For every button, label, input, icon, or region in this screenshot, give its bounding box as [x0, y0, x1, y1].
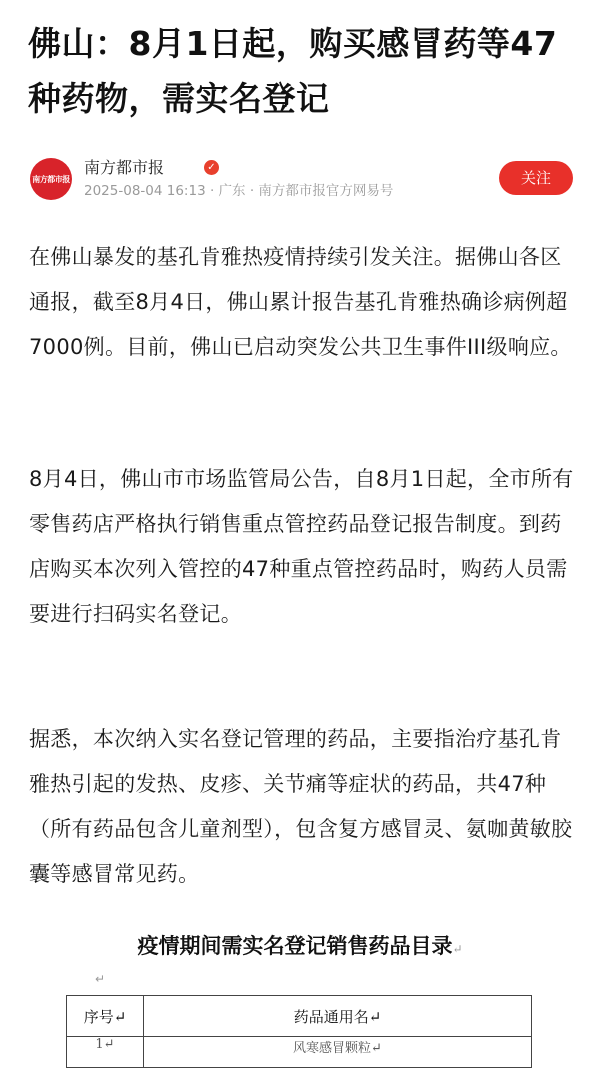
article-paragraph: 据悉，本次纳入实名登记管理的药品，主要指治疗基孔肯雅热引起的发热、皮疹、关节痛等症状的药品，共47种（所有药品包含儿童剂型），包含复方感冒灵、氨咖黄敏胶囊等感冒常见药。 — [29, 727, 573, 886]
column-header-index: 序号↵ — [67, 996, 144, 1037]
table-cell-drug-name: 风寒感冒颗粒↵ — [144, 1037, 532, 1068]
article-paragraph: 8月4日，佛山市市场监管局公告，自8月1日起，全市所有零售药店严格执行销售重点管控药品登记报告制度。到药店购买本次列入管控的47种重点管控药品时，购药人员需要进行扫码实名登记。 — [29, 467, 574, 626]
author-row — [30, 157, 575, 203]
table-row — [67, 1037, 532, 1068]
publish-meta: 2025-08-04 16:13 · 广东 · 南方都市报官方网易号 — [84, 183, 394, 199]
return-mark: ↵ — [452, 942, 463, 956]
article-title: 佛山：8月1日起，购买感冒药等47种药物，需实名登记 — [28, 24, 558, 118]
column-header-drug-name: 药品通用名↵ — [144, 996, 532, 1037]
table-cell-index: 1↵ — [67, 1037, 144, 1068]
follow-button[interactable]: 关注 — [499, 161, 573, 195]
avatar-logo-text: 南方都市报 — [32, 174, 70, 184]
table-header-row — [67, 996, 532, 1037]
document-title-text: 疫情期间需实名登记销售药品目录 — [137, 933, 453, 958]
document-image-title — [0, 930, 600, 960]
publisher-avatar[interactable] — [30, 158, 72, 200]
publisher-name[interactable]: 南方都市报 — [84, 158, 165, 177]
drug-list-table[interactable] — [66, 995, 532, 1068]
verified-check-icon: ✓ — [204, 160, 219, 175]
return-mark: ↵ — [95, 972, 106, 986]
article-paragraph: 在佛山暴发的基孔肯雅热疫情持续引发关注。据佛山各区通报，截至8月4日，佛山累计报告基孔肯雅热确诊病例超7000例。目前，佛山已启动突发公共卫生事件III级响应。 — [29, 245, 572, 359]
